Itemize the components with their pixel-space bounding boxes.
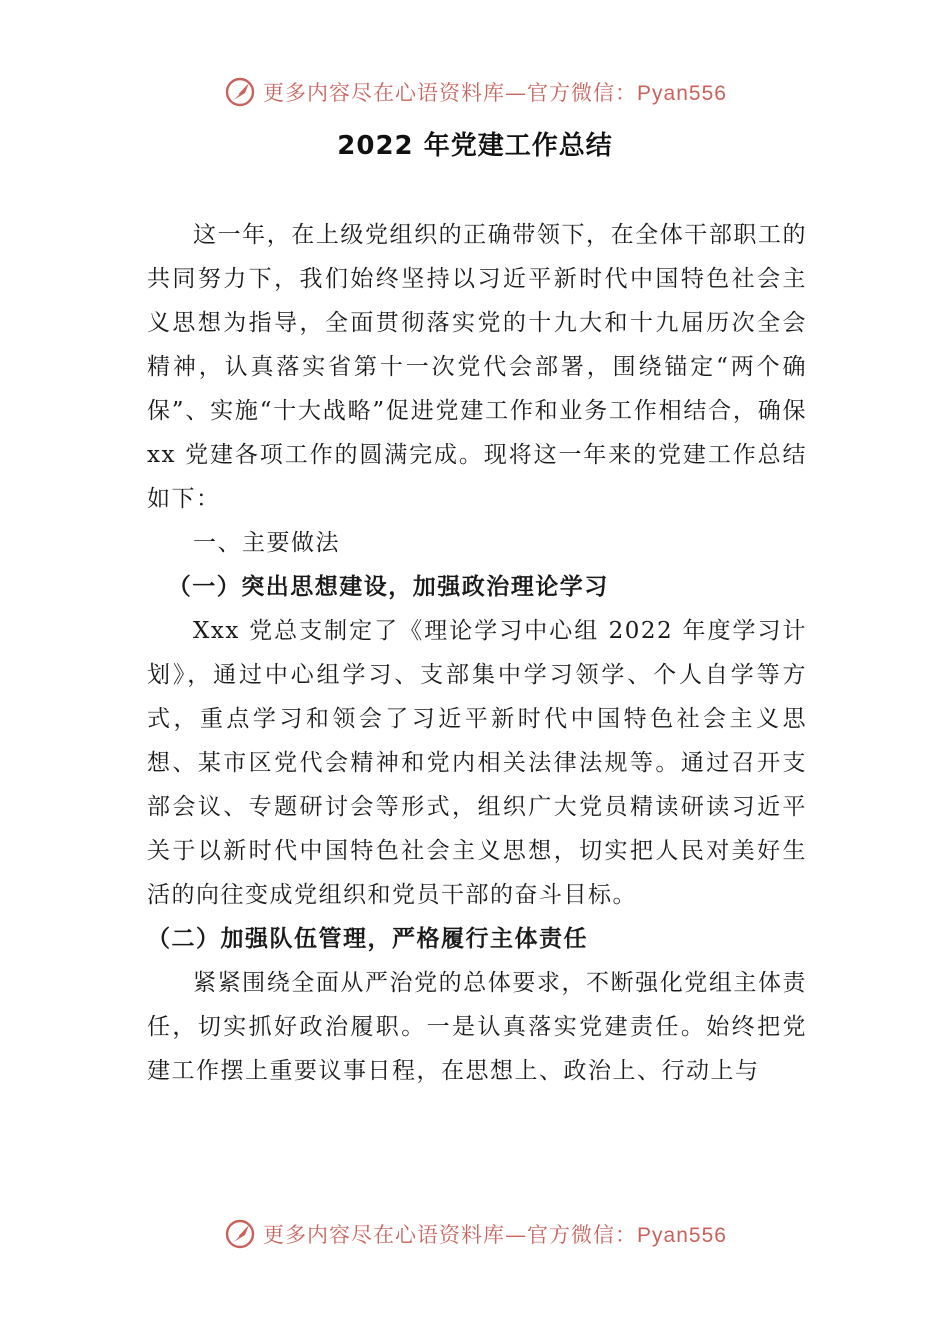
subheading-2: （二）加强队伍管理，严格履行主体责任 [147,926,588,952]
intro-paragraph: 这一年，在上级党组织的正确带领下，在全体干部职工的共同努力下，我们始终坚持以习近平新时代中国特色社会主义思想为指导，全面贯彻落实党的十九大和十九届历次全会精神，认真落实省第十一次党代会部署，围绕锚定“两个确保”、实施“十大战略”促进党建工作和业务工作相结合，确保 xx 党建各项工作的圆满完成。现将这一年来的党建工作总结如下： [147,222,807,512]
paragraph-1: Xxx 党总支制定了《理论学习中心组 2022 年度学习计划》，通过中心组学习、支部集中学习领学、个人自学等方 式，重点学习和领会了习近平新时代中国特色社会主义思 想、某市区党代会精神和党内相关法律法规等。通过召开支部会议、专题研讨会等形式，组织广大党员精读研读习近平关于以新时代中国特色社会主义思想，切实把人民对美好生活的向往变成党组织和党员干部的奋斗目标。 [147,618,807,908]
watermark-label: 更多内容尽在心语资料库—官方微信： [263,81,638,105]
watermark-text [263,1219,727,1249]
document-title: 2022 年党建工作总结 [337,131,613,161]
watermark-label: 更多内容尽在心语资料库—官方微信： [263,1223,638,1247]
section-heading: 一、主要做法 [193,530,340,556]
header-watermark [0,70,950,114]
quill-logo-icon [223,1217,257,1251]
quill-logo-icon [223,75,257,109]
wechat-id: Pyan556 [637,1224,727,1247]
document-body [147,213,807,1093]
wechat-id: Pyan556 [637,82,727,105]
watermark-text [263,77,727,107]
paragraph-2: 紧紧围绕全面从严治党的总体要求，不断强化党组主体责任，切实抓好政治履职。一是认真落实党建责任。始终把党建工作摆上重要议事日程，在思想上、政治上、行动上与 [147,970,807,1084]
footer-watermark [0,1212,950,1256]
subheading-1: （一）突出思想建设，加强政治理论学习 [167,574,609,600]
